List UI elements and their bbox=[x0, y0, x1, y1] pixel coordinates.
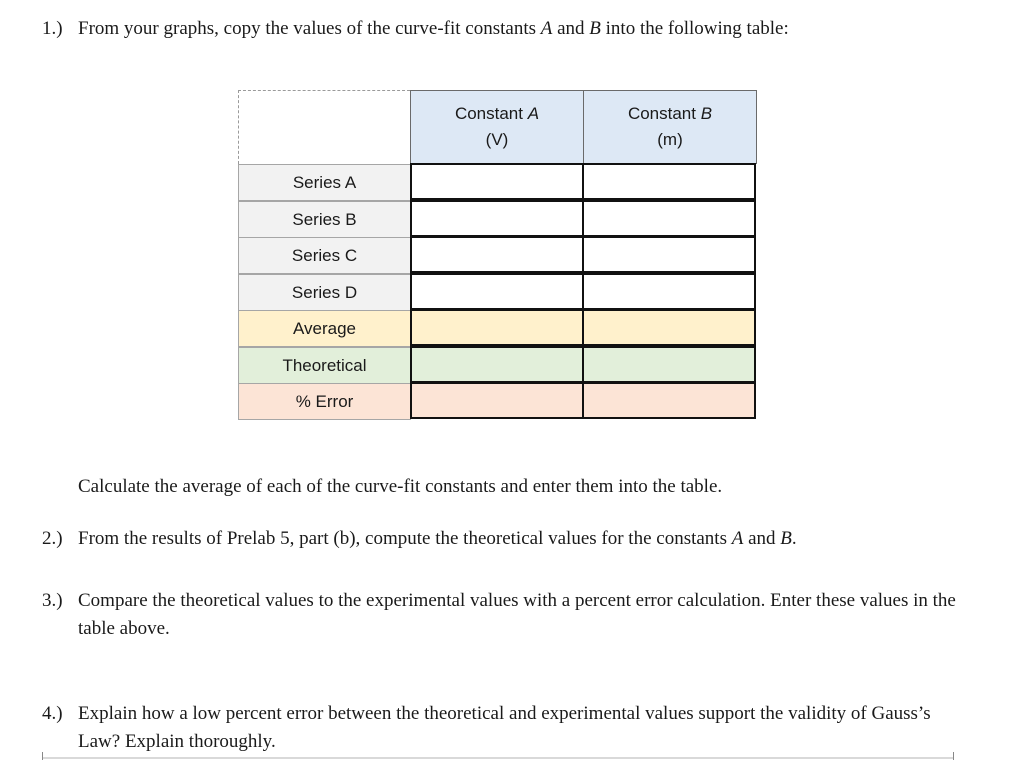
table-corner bbox=[238, 90, 410, 164]
cell-series-a-constant-b[interactable] bbox=[582, 163, 756, 200]
header-constant-a: Constant A (V) bbox=[410, 90, 584, 164]
row-label-series-b: Series B bbox=[238, 201, 411, 238]
question-1 bbox=[42, 15, 972, 43]
cell-average-constant-a[interactable] bbox=[410, 309, 584, 346]
question-number: 3.) bbox=[42, 590, 63, 611]
row-label-percent-error: % Error bbox=[238, 383, 411, 420]
cell-theoretical-constant-a[interactable] bbox=[410, 346, 584, 383]
answer-box-right-edge bbox=[953, 752, 954, 760]
cell-series-a-constant-a[interactable] bbox=[410, 163, 584, 200]
row-label-series-d: Series D bbox=[238, 274, 411, 311]
question-number: 4.) bbox=[42, 703, 63, 724]
cell-series-d-constant-a[interactable] bbox=[410, 273, 584, 310]
cell-series-c-constant-a[interactable] bbox=[410, 236, 584, 273]
row-label-series-c: Series C bbox=[238, 237, 411, 274]
answer-box-left-edge bbox=[42, 752, 43, 760]
cell-percent-error-constant-a[interactable] bbox=[410, 382, 584, 419]
cell-percent-error-constant-b[interactable] bbox=[582, 382, 756, 419]
question-2 bbox=[42, 525, 972, 553]
answer-box-top-border bbox=[42, 757, 954, 759]
cell-series-d-constant-b[interactable] bbox=[582, 273, 756, 310]
question-number: 1.) bbox=[42, 18, 63, 39]
calculation-note: Calculate the average of each of the curve-fit constants and enter them into the table. bbox=[78, 476, 723, 497]
question-4 bbox=[42, 700, 972, 756]
row-label-series-a: Series A bbox=[238, 164, 411, 201]
row-label-average: Average bbox=[238, 310, 411, 347]
row-label-theoretical: Theoretical bbox=[238, 347, 411, 384]
question-3 bbox=[42, 587, 972, 643]
question-number: 2.) bbox=[42, 528, 63, 549]
cell-series-b-constant-b[interactable] bbox=[582, 200, 756, 237]
question-text: Explain how a low percent error between the theoretical and experimental values support the validity of Gauss’s Law? Explain thoroughly. bbox=[78, 703, 931, 752]
question-text: From the results of Prelab 5, part (b), compute the theoretical values for the constants A and B. bbox=[78, 528, 797, 549]
cell-series-b-constant-a[interactable] bbox=[410, 200, 584, 237]
question-text: Compare the theoretical values to the experimental values with a percent error calculation. Enter these values in the table above. bbox=[78, 590, 956, 639]
cell-theoretical-constant-b[interactable] bbox=[582, 346, 756, 383]
cell-series-c-constant-b[interactable] bbox=[582, 236, 756, 273]
cell-average-constant-b[interactable] bbox=[582, 309, 756, 346]
question-text: From your graphs, copy the values of the curve-fit constants A and B into the following table: bbox=[78, 18, 789, 39]
header-constant-b: Constant B (m) bbox=[583, 90, 757, 164]
